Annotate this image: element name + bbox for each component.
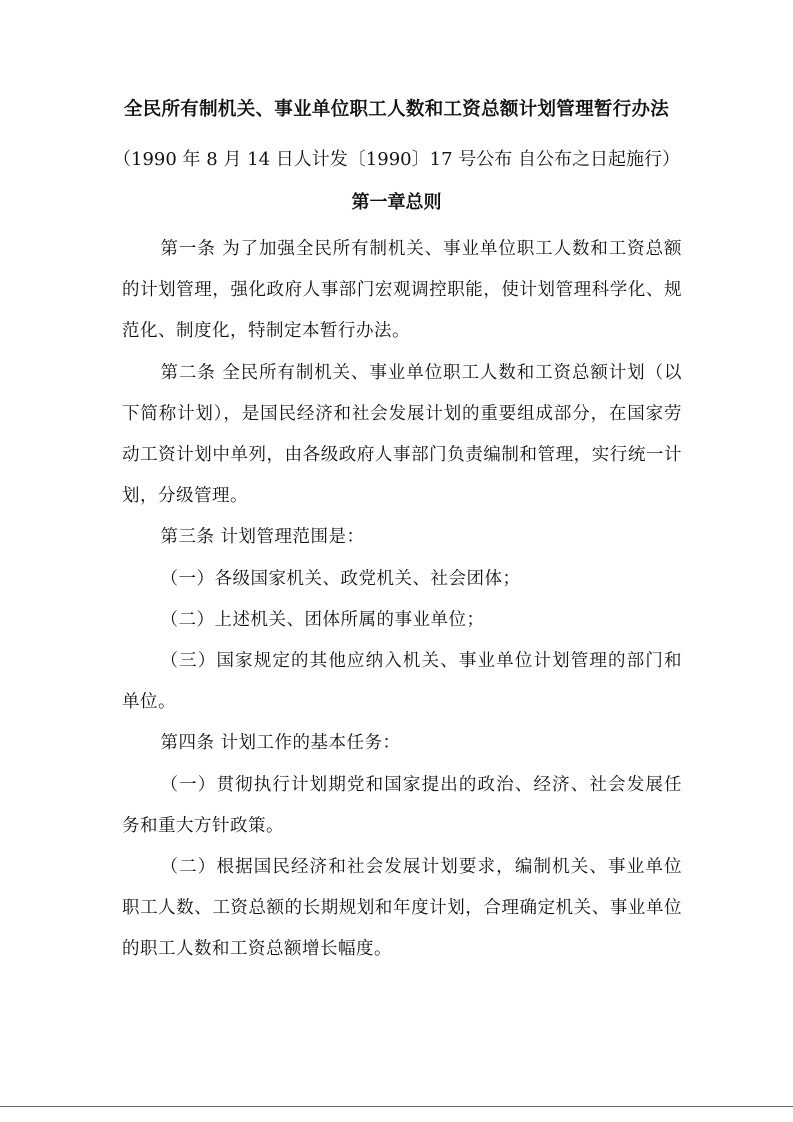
article-3-item-2: （二）上述机关、团体所属的事业单位； (160, 609, 485, 630)
document-subtitle: （1990 年 8 月 14 日人计发〔1990〕17 号公布 自公布之日起施行） (113, 149, 680, 170)
article-4-item-2: （二）根据国民经济和社会发展计划要求，编制机关、事业单位职工人数、工资总额的长期规划和年度计划，合理确定机关、事业单位的职工人数和工资总额增长幅度。 (122, 857, 682, 960)
article-3-paragraph: 第三条 计划管理范围是： (160, 527, 365, 548)
article-3-item-3: （三）国家规定的其他应纳入机关、事业单位计划管理的部门和单位。 (122, 651, 682, 713)
page-bottom-divider (0, 1106, 793, 1107)
article-3-item-1: （一）各级国家机关、政党机关、社会团体； (160, 568, 521, 589)
article-1-paragraph: 第一条 为了加强全民所有制机关、事业单位职工人数和工资总额的计划管理，强化政府人事部门宏观调控职能，使计划管理科学化、规范化、制度化，特制定本暂行办法。 (122, 239, 682, 342)
document-body (122, 229, 682, 971)
article-4-item-1: （一）贯彻执行计划期党和国家提出的政治、经济、社会发展任务和重大方针政策。 (122, 774, 682, 836)
document-title: 全民所有制机关、事业单位职工人数和工资总额计划管理暂行办法 (123, 99, 670, 120)
article-4-paragraph: 第四条 计划工作的基本任务： (160, 733, 401, 754)
article-2-paragraph: 第二条 全民所有制机关、事业单位职工人数和工资总额计划（以下简称计划），是国民经济和社会发展计划的重要组成部分，在国家劳动工资计划中单列，由各级政府人事部门负责编制和管理，实行统一计划，分级管理。 (122, 362, 682, 507)
chapter-heading: 第一章总则 (351, 192, 442, 213)
